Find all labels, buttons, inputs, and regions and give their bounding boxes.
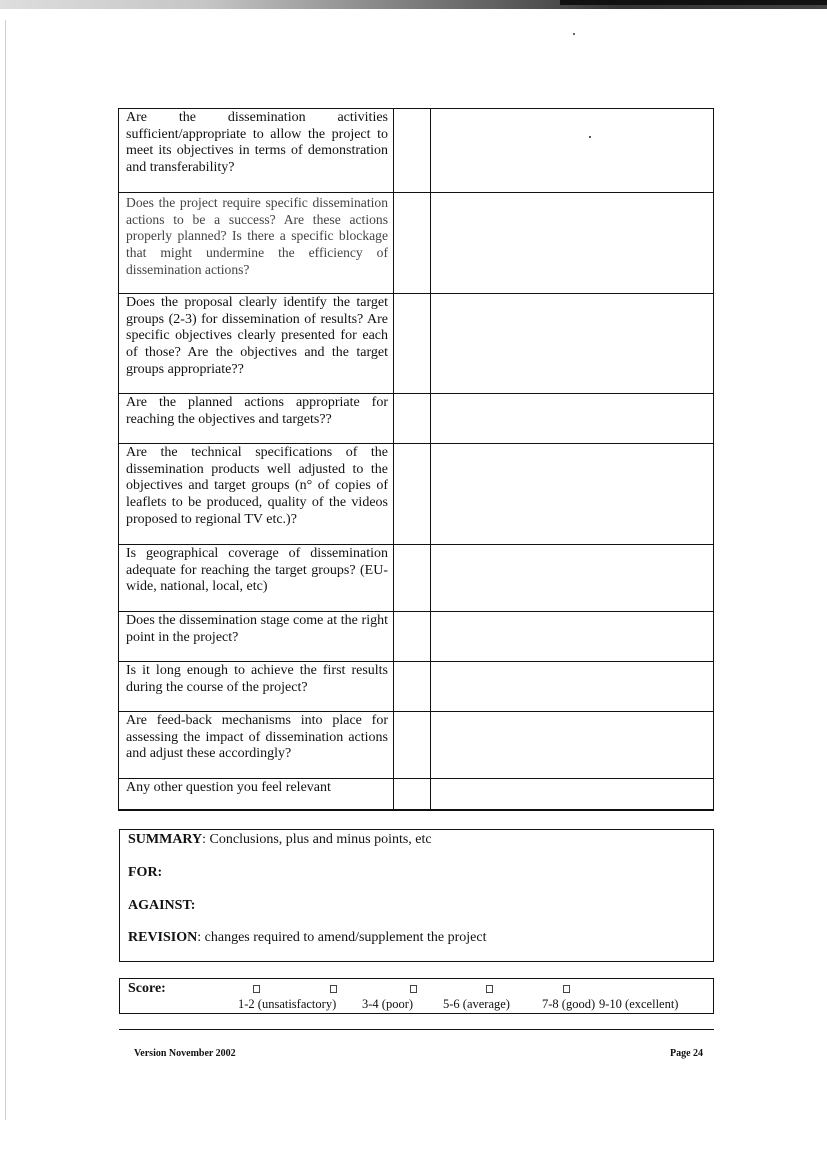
footer-page-number: Page 24 — [670, 1048, 704, 1059]
score-option-label: 9-10 (excellent) — [599, 997, 679, 1011]
column-divider — [393, 545, 394, 611]
score-option-label: 1-2 (unsatisfactory) — [238, 997, 337, 1011]
column-divider — [430, 612, 431, 661]
scan-margin-line — [5, 20, 6, 1120]
question-text: Are the planned actions appropriate for reaching the objectives and targets?? — [126, 395, 388, 427]
summary-label: SUMMARY — [128, 832, 203, 847]
question-text: Does the dissemination stage come at the right point in the project? — [126, 613, 388, 645]
question-row — [119, 612, 713, 662]
question-text: Is it long enough to achieve the first results during the course of the project? — [126, 663, 388, 695]
question-row — [119, 444, 713, 545]
question-row — [119, 193, 713, 294]
score-option-label: 3-4 (poor) — [362, 997, 414, 1011]
question-text: Are feed-back mechanisms into place for assessing the impact of dissemination actions and adjust these accordingly? — [126, 713, 388, 762]
column-divider — [430, 712, 431, 778]
column-divider — [430, 545, 431, 611]
question-row — [119, 779, 713, 810]
scan-speck — [573, 33, 575, 35]
column-divider — [393, 394, 394, 443]
question-text: Is geographical coverage of dissemination adequate for reaching the target groups? (EU-wide, national, local, etc) — [126, 546, 388, 595]
question-row — [119, 662, 713, 712]
score-label: Score: — [128, 981, 166, 996]
column-divider — [393, 779, 394, 809]
scan-speck — [589, 136, 591, 138]
column-divider — [393, 612, 394, 661]
column-divider — [393, 193, 394, 293]
revision-label: REVISION — [128, 930, 198, 945]
question-row — [119, 394, 713, 444]
for-label: FOR: — [128, 865, 163, 880]
questions-table — [118, 108, 714, 811]
column-divider — [430, 109, 431, 192]
footer-version: Version November 2002 — [134, 1048, 236, 1059]
question-text: Does the project require specific dissemination actions to be a success? Are these actions properly planned? Is there a specific blockage that might undermine the efficiency of dissemination actions? — [126, 195, 388, 277]
question-row — [119, 109, 713, 193]
column-divider — [430, 294, 431, 393]
column-divider — [430, 662, 431, 711]
score-checkbox-5-6[interactable] — [410, 985, 417, 993]
summary-box — [119, 829, 714, 962]
score-checkbox-3-4[interactable] — [330, 985, 337, 993]
score-option-label: 7-8 (good) — [542, 997, 596, 1011]
column-divider — [430, 444, 431, 544]
against-label: AGAINST: — [128, 898, 196, 913]
summary-text: : Conclusions, plus and minus points, etc — [202, 832, 432, 847]
column-divider — [430, 394, 431, 443]
score-option-label: 5-6 (average) — [443, 997, 510, 1011]
score-checkbox-7-8[interactable] — [486, 985, 493, 993]
question-text: Are the technical specifications of the dissemination products well adjusted to the objectives and target groups (n° of copies of leaflets to be produced, quality of the videos proposed to regional TV etc.)? — [126, 445, 388, 527]
column-divider — [393, 109, 394, 192]
summary-line — [128, 831, 432, 848]
column-divider — [393, 444, 394, 544]
column-divider — [430, 193, 431, 293]
score-checkbox-9-10[interactable] — [563, 985, 570, 993]
question-row — [119, 712, 713, 779]
column-divider — [393, 294, 394, 393]
column-divider — [393, 662, 394, 711]
question-text: Any other question you feel relevant — [126, 780, 331, 795]
score-box — [119, 978, 714, 1014]
question-row — [119, 294, 713, 394]
column-divider — [430, 779, 431, 809]
revision-text: : changes required to amend/supplement the project — [197, 930, 487, 945]
revision-line — [128, 929, 487, 946]
footer-rule — [119, 1029, 714, 1030]
column-divider — [393, 712, 394, 778]
score-checkbox-1-2[interactable] — [253, 985, 260, 993]
question-text: Are the dissemination activities sufficient/appropriate to allow the project to meet its objectives in terms of demonstration and transferability? — [126, 110, 388, 176]
question-row — [119, 545, 713, 612]
scan-edge-dark — [560, 0, 827, 5]
question-text: Does the proposal clearly identify the target groups (2-3) for dissemination of results? Are specific objectives clearly presented for each of those? Are the objectives and the target groups appropriate?? — [126, 295, 388, 377]
